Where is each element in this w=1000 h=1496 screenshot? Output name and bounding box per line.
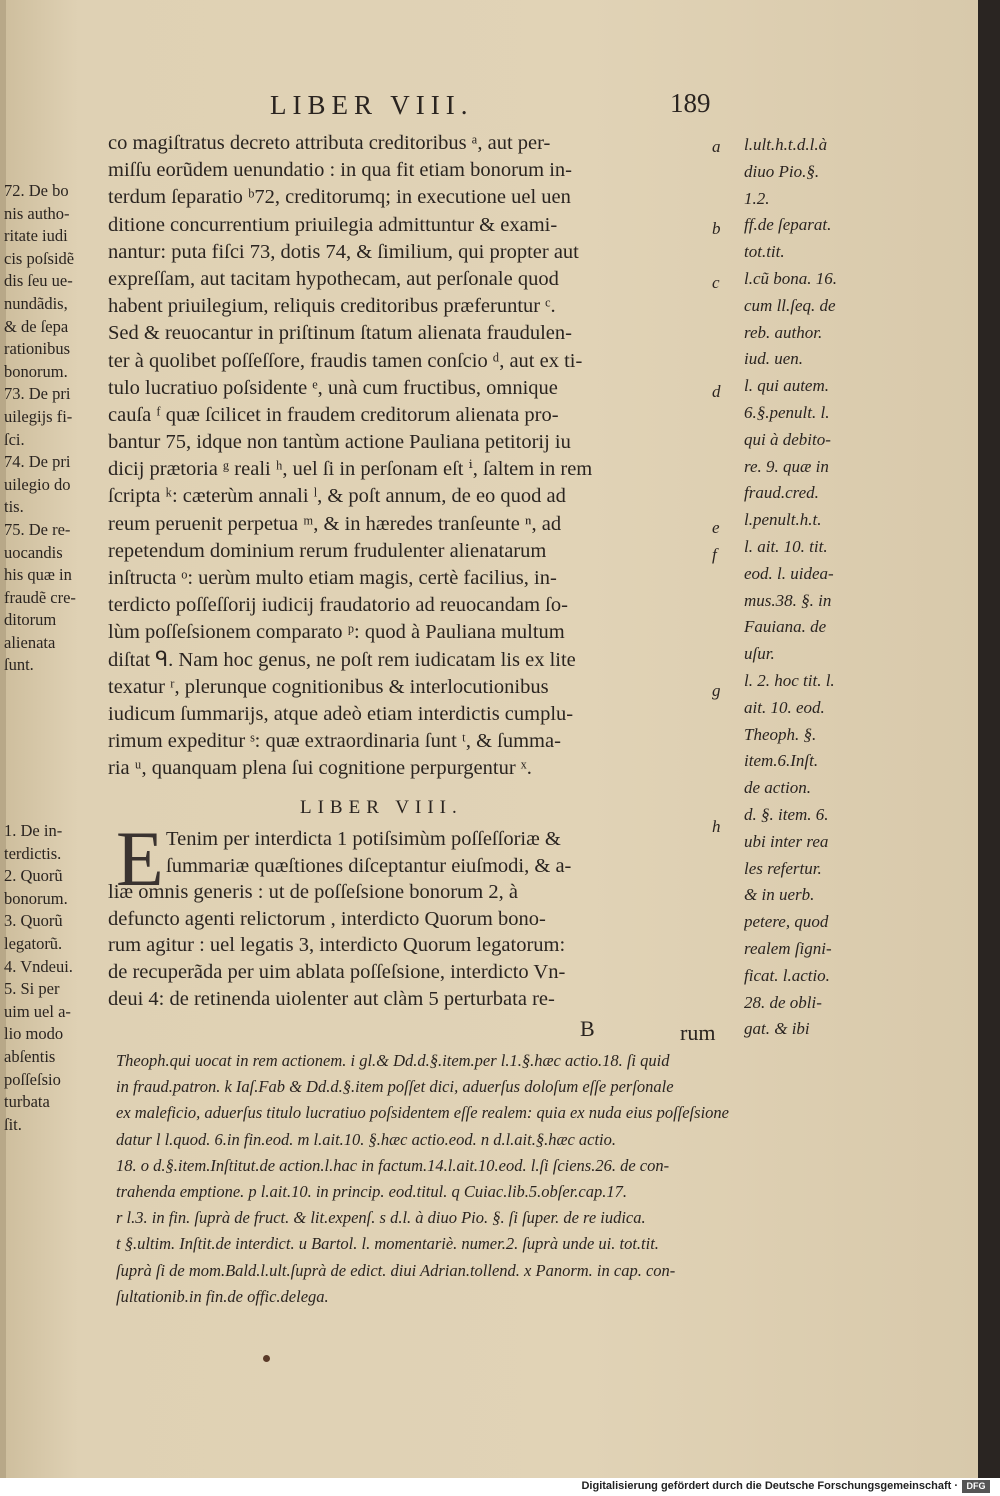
margin-note-line: 3. Quorũ: [4, 911, 63, 931]
right-margin-notes: [744, 132, 870, 1043]
section-text: [108, 826, 712, 1012]
margin-note-line: & in uerb.: [744, 885, 815, 905]
margin-note-line: uocandis: [4, 542, 63, 562]
margin-note-line: de action.: [744, 778, 812, 798]
section-title: LIBER VIII.: [300, 797, 463, 818]
note-letter: g: [712, 681, 721, 700]
margin-note-line: nundãdis,: [4, 293, 68, 313]
margin-note-line: 1.2.: [744, 188, 770, 208]
margin-note-line: cum ll.ſeq. de: [744, 295, 836, 315]
margin-note-line: legatorũ.: [4, 933, 63, 953]
margin-note-line: l.ult.h.t.d.l.à: [744, 135, 828, 154]
text-line: ſummariæ quæſtiones diſceptantur eiuſmodi, & a-: [166, 854, 572, 877]
margin-note-line: bonorum.: [4, 361, 68, 381]
note-letter: b: [712, 218, 721, 238]
margin-note-line: uſur.: [744, 644, 775, 664]
margin-note-line: nis autho-: [4, 203, 70, 223]
note-letter: a: [712, 137, 721, 156]
text-line: repetendum dominium rerum frudulenter alienatarum: [108, 539, 547, 562]
margin-note-line: l.cũ bona. 16.: [744, 268, 838, 288]
margin-note-line: rationibus: [4, 339, 70, 359]
margin-note-line: 72. De bo: [4, 181, 69, 200]
text-line: iudicum ſummarijs, atque adeò etiam interdictis cumplu-: [108, 702, 574, 725]
margin-note-line: iud. uen.: [744, 349, 804, 369]
footnote-line: ſultationib.in fin.de offic.delega.: [116, 1286, 329, 1306]
margin-note-line: realem ſigni-: [744, 938, 832, 958]
margin-note-line: ditorum: [4, 610, 57, 630]
margin-note-line: l.penult.h.t.: [744, 510, 822, 530]
margin-note-line: bonorum.: [4, 888, 68, 908]
margin-note-line: l. qui autem.: [744, 376, 829, 396]
text-line: lùm poſſeſsionem comparato ᵖ: quod à Pauliana multum: [108, 621, 565, 644]
text-line: miſſu eorũdem uenundatio : in qua fit etiam bonorum in-: [108, 159, 573, 182]
footnote-line: r l.3. in fin. ſuprà de fruct. & lit.expenſ. s d.l. à diuo Pio. §. ſi ſuper. de re iudica.: [116, 1208, 646, 1228]
note-letter: h: [712, 817, 721, 836]
signature-mark: B: [580, 1016, 595, 1041]
text-line: deui 4: de retinenda uiolenter aut clàm 5 perturbata re-: [108, 987, 555, 1010]
digitization-credit: Digitalisierung gefördert durch die Deutsche Forschungsgemeinschaft ·: [581, 1480, 958, 1492]
footnotes: [116, 1048, 870, 1310]
text-line: habent priuilegium, reliquis creditoribus præferuntur ᶜ.: [108, 295, 556, 318]
footnote-line: ſuprà ſi de mom.Bald.l.ult.ſuprà de edict. diui Adrian.tollend. x Panorm. in cap. con-: [116, 1260, 676, 1280]
text-line: ditione concurrentium priuilegia admittuntur & exami-: [108, 213, 558, 236]
margin-note-line: eod. l. uidea-: [744, 563, 834, 583]
footnote-line: trahenda emptione. p l.ait.10. in princip. eod.titul. q Cuiac.lib.5.obſer.cap.17.: [116, 1181, 628, 1201]
text-line: ſcripta ᵏ: cæterùm annali ˡ, & poſt annum, de eo quod ad: [108, 485, 566, 508]
footnote-line: ex maleficio, aduerſus titulo lucratiuo poſsidentem eſſe realem: quia ex nuda eius poſſeſsione: [116, 1103, 729, 1123]
margin-note-line: l. ait. 10. tit.: [744, 536, 828, 556]
margin-note-line: reb. author.: [744, 322, 823, 342]
margin-note-line: his quæ in: [4, 565, 72, 585]
margin-note-line: diuo Pio.§.: [744, 161, 820, 181]
note-letter: c: [712, 273, 720, 292]
margin-note-line: ait. 10. eod.: [744, 697, 825, 717]
ink-spot: [263, 1355, 270, 1362]
margin-note-line: 73. De pri: [4, 384, 71, 404]
note-letter: e: [712, 517, 720, 537]
margin-note-line: ſci.: [4, 429, 25, 449]
text-line: de recuperãda per uim ablata poſſeſsione, interdicto Vn-: [108, 960, 566, 983]
margin-note-line: alienata: [4, 632, 56, 652]
margin-note-line: poſſeſsio: [4, 1069, 61, 1089]
margin-note-line: 1. De in-: [4, 821, 63, 840]
text-line: ria ᵘ, quanquam plena ſui cognitione perpurgentur ˣ.: [108, 757, 532, 780]
footnote-line: in fraud.patron. k Iaſ.Fab & Dd.d.§.item poſſet dici, aduerſus doloſum eſſe perſonale: [116, 1077, 674, 1097]
margin-note-line: cis poſsidẽ: [4, 248, 75, 268]
margin-note-line: 74. De pri: [4, 452, 71, 472]
margin-note-line: ficat. l.actio.: [744, 965, 830, 985]
margin-note-line: & de ſepa: [4, 316, 69, 336]
margin-note-line: turbata: [4, 1092, 50, 1112]
text-line: liæ omnis generis : ut de poſſeſsione bonorum 2, à: [108, 881, 518, 904]
margin-note-line: 2. Quorũ: [4, 866, 63, 886]
margin-note-line: tot.tit.: [744, 242, 785, 262]
margin-note-line: 75. De re-: [4, 519, 71, 539]
margin-note-line: gat. & ibi: [744, 1019, 810, 1039]
margin-note-line: uim uel a-: [4, 1001, 71, 1021]
note-letter: d: [712, 381, 721, 401]
text-line: defuncto agenti relictorum , interdicto Quorum bono-: [108, 907, 546, 930]
text-line: terdum ſeparatio ᵇ72, creditorumq; in executione uel uen: [108, 186, 571, 209]
margin-note-line: 5. Si per: [4, 979, 60, 999]
text-line: ter à quolibet poſſeſſore, fraudis tamen conſcio ᵈ, aut ex ti-: [108, 349, 583, 372]
margin-note-line: item.6.Inſt.: [744, 751, 819, 771]
margin-note-line: ff.de ſeparat.: [744, 215, 832, 235]
footnote-line: Theoph.qui uocat in rem actionem. i gl.& Dd.d.§.item.per l.1.§.hæc actio.18. ſi quid: [116, 1051, 670, 1070]
margin-note-line: ſunt.: [4, 655, 34, 675]
margin-note-line: qui à debito-: [744, 429, 831, 449]
text-line: tulo lucratiuo poſsidente ᵉ, unà cum fructibus, omnique: [108, 376, 558, 399]
margin-note-line: 6.§.penult. l.: [744, 402, 830, 422]
margin-note-line: petere, quod: [744, 912, 829, 932]
dfg-logo: DFG: [962, 1480, 990, 1493]
margin-note-line: uilegijs fi-: [4, 406, 73, 426]
catchword: rum: [680, 1020, 716, 1045]
footnote-line: 18. o d.§.item.Inſtitut.de action.l.hac in factum.14.l.ait.10.eod. l.ſi ſciens.26. de con-: [116, 1155, 670, 1175]
margin-note-line: mus.38. §. in: [744, 590, 832, 610]
text-line: texatur ʳ, plerunque cognitionibus & interlocutionibus: [108, 675, 549, 698]
text-line: dicij prætoria ᵍ reali ʰ, uel ſi in perſonam eſt ⁱ, ſaltem in rem: [108, 458, 593, 481]
left-margin-notes-upper: [4, 180, 104, 677]
margin-note-line: d. §. item. 6.: [744, 804, 829, 824]
running-head: LIBER VIII.: [270, 90, 474, 120]
margin-note-line: Theoph. §.: [744, 724, 817, 744]
margin-note-line: ſit.: [4, 1114, 22, 1134]
margin-note-line: ritate iudi: [4, 226, 68, 246]
text-line: expreſſam, aut tacitam hypothecam, aut perſonale quod: [108, 267, 559, 290]
page-number: 189: [670, 88, 711, 118]
note-letter: f: [712, 545, 717, 564]
text-line: rum agitur : uel legatis 3, interdicto Quorum legatorum:: [108, 934, 566, 957]
text-line: co magiſtratus decreto attributa creditoribus ᵃ, aut per-: [108, 132, 551, 154]
margin-note-line: tis.: [4, 497, 24, 517]
text-line: bantur 75, idque non tantùm actione Pauliana petitorij iu: [108, 431, 571, 454]
margin-note-line: Fauiana. de: [744, 617, 827, 637]
text-line: terdicto poſſeſſorij iudicij fraudatorio ad reuocandam ſo-: [108, 594, 568, 617]
margin-note-line: fraud.cred.: [744, 483, 819, 503]
footnote-line: t §.ultim. Inſtit.de interdict. u Bartol. l. momentariè. numer.2. ſuprà unde ui. tot.tit.: [116, 1234, 659, 1254]
margin-note-line: fraudẽ cre-: [4, 587, 76, 607]
margin-note-line: ubi inter rea: [744, 831, 829, 851]
text-line: cauſa ᶠ quæ ſcilicet in fraudem creditorum alienata pro-: [108, 403, 559, 426]
margin-note-line: l. 2. hoc tit. l.: [744, 670, 835, 690]
margin-note-line: les refertur.: [744, 858, 822, 878]
margin-note-line: lio modo: [4, 1024, 64, 1044]
dropcap-initial: E: [116, 815, 164, 902]
margin-note-line: 28. de obli-: [744, 992, 822, 1012]
text-line: diſtat ᑫ. Nam hoc genus, ne poſt rem iudicatam lis ex lite: [108, 648, 576, 671]
margin-note-line: uilegio do: [4, 474, 71, 494]
main-text: [108, 130, 712, 783]
margin-note-line: re. 9. quæ in: [744, 456, 829, 476]
text-line: Sed & reuocantur in priſtinum ſtatum alienata fraudulen-: [108, 322, 572, 345]
text-line: reum peruenit perpetua ᵐ, & in hæredes tranſeunte ⁿ, ad: [108, 512, 562, 535]
left-margin-notes-lower: [4, 820, 104, 1136]
text-line: Tenim per interdicta 1 potiſsimùm poſſeſſoriæ &: [166, 828, 561, 850]
margin-note-line: 4. Vndeui.: [4, 956, 73, 976]
text-line: inſtructa ᵒ: uerùm multo etiam magis, certè facilius, in-: [108, 567, 557, 589]
footnote-line: datur l l.quod. 6.in fin.eod. m l.ait.10. §.hæc actio.eod. n d.l.ait.§.hæc actio.: [116, 1129, 617, 1149]
margin-note-line: dis ſeu ue-: [4, 271, 73, 291]
text-line: nantur: puta fiſci 73, dotis 74, & ſimilium, qui propter aut: [108, 240, 579, 263]
margin-note-line: abſentis: [4, 1046, 56, 1066]
margin-note-line: terdictis.: [4, 843, 62, 863]
text-line: rimum expeditur ˢ: quæ extraordinaria ſunt ᵗ, & ſumma-: [108, 730, 561, 753]
